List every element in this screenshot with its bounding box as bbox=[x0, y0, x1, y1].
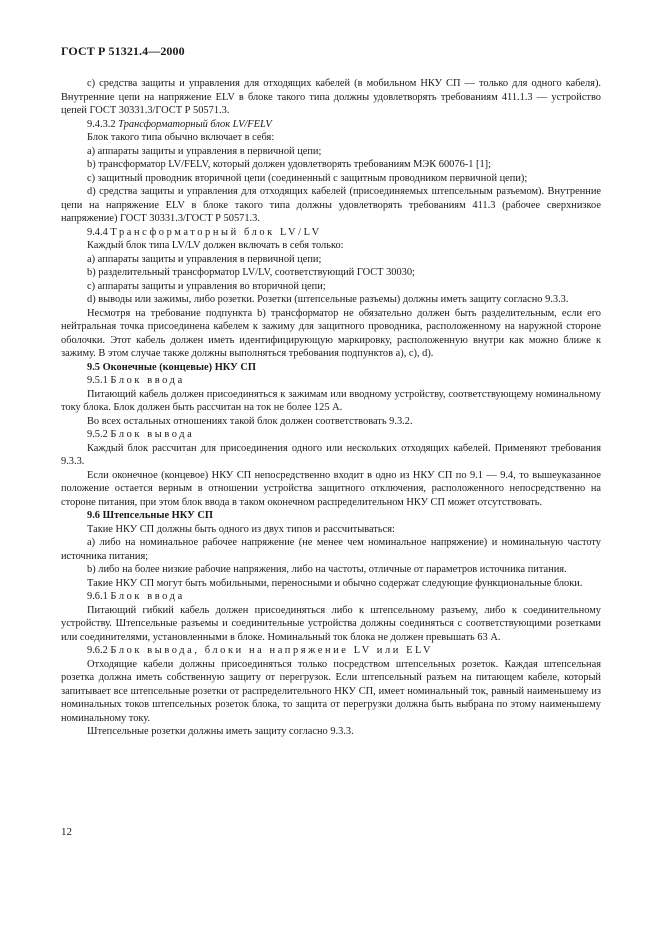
section-heading: 9.6 Штепсельные НКУ СП bbox=[87, 510, 213, 521]
page-number: 12 bbox=[61, 826, 72, 838]
list-item: c) аппараты защиты и управления во вторичной цепи; bbox=[87, 280, 326, 292]
paragraph: c) средства защиты и управления для отходящих кабелей (в мобильном НКУ СП — только для одного кабеля). Внутренние цепи на напряжение ELV в блоке такого типа должны удовлетворять требованиям 411.1.3 — устройство цепей ГОСТ 30331.3/ГОСТ Р 50571.3. bbox=[61, 78, 601, 116]
paragraph: Штепсельные розетки должны иметь защиту согласно 9.3.3. bbox=[87, 726, 354, 737]
paragraph: Отходящие кабели должны присоединяться только посредством штепсельных розеток. Каждая штепсельная розетка должна иметь собственную защиту от перегрузок. Если штепсельный разъем на питающем кабеле, который запитывает все штепсельные розетки от распределительного НКУ СП, имеет номинальный ток, равный наименьшему из номинальных токов штепсельных розеток блока, то защита от перегрузки должна быть выбрана по этому наименьшему номинальному току. bbox=[61, 658, 601, 724]
subclause-heading bbox=[61, 590, 601, 604]
list-item: b) либо на более низкие рабочие напряжения, либо на частоты, отличные от параметров источника питания. bbox=[87, 564, 567, 575]
list-item: a) аппараты защиты и управления в первичной цепи; bbox=[87, 145, 322, 157]
list-item: a) аппараты защиты и управления в первичной цепи; bbox=[87, 253, 322, 265]
section-heading: 9.5 Оконечные (концевые) НКУ СП bbox=[87, 361, 256, 373]
list-item: a) либо на номинальное рабочее напряжение (не менее чем номинальное напряжение) и номинальную частоту источника питания; bbox=[61, 537, 601, 562]
paragraph: Несмотря на требование подпункта b) трансформатор не обязательно должен быть разделительным, если его нейтральная точка присоединена кабелем к зажиму для защитного проводника, расположенному на наружной стороне оболочки. Этот кабель должен иметь идентифицирующую маркировку, расположенную внутри как можно ближе к зажиму. В этом случае также должны выполняться требования подпунктов a), c), d). bbox=[61, 307, 601, 359]
paragraph: Блок такого типа обычно включает в себя: bbox=[87, 132, 275, 143]
subclause-heading bbox=[61, 374, 601, 388]
paragraph: Питающий кабель должен присоединяться к зажимам или вводному устройству, соответствующему номинальному току блока. Блок должен быть рассчитан на ток не более 125 А. bbox=[61, 388, 601, 413]
clause-number: 9.5.1 bbox=[87, 375, 111, 386]
paragraph: Такие НКУ СП могут быть мобильными, переносными и обычно содержат следующие функциональные блоки. bbox=[87, 577, 583, 589]
clause-title: Трансформаторный блок LV/FELV bbox=[118, 118, 272, 130]
subclause-heading bbox=[61, 226, 601, 240]
list-item: c) защитный проводник вторичной цепи (соединенный с защитным проводником первичной цепи); bbox=[87, 172, 528, 184]
paragraph: Во всех остальных отношениях такой блок должен соответствовать 9.3.2. bbox=[87, 415, 413, 427]
paragraph: Каждый блок типа LV/LV должен включать в себя только: bbox=[87, 240, 344, 251]
clause-number: 9.5.2 bbox=[87, 429, 111, 440]
subclause-heading bbox=[61, 428, 601, 442]
document-header: ГОСТ Р 51321.4—2000 bbox=[61, 44, 185, 58]
paragraph: Питающий гибкий кабель должен присоединяться либо к штепсельному разъему, либо к соединительному устройству. Штепсельные разъемы и соединительные устройства должны соединяться с соответствующими розетками или соединителями, установленными в блоке. Номинальный ток блока не должен превышать 63 А. bbox=[61, 604, 601, 643]
subclause-heading bbox=[61, 644, 601, 658]
clause-number: 9.6.1 bbox=[87, 591, 111, 602]
paragraph: Если оконечное (концевое) НКУ СП непосредственно входит в одно из НКУ СП по 9.1 — 9.4, то вышеуказанное положение остается верным в отношении устройства защитного отключения, расположенного непосредственно на стороне питания, при этом блок ввода в таком оконечном распределительном НКУ СП может отсутствовать. bbox=[61, 469, 601, 508]
clause-number: 9.4.4 bbox=[87, 226, 111, 238]
list-item: d) выводы или зажимы, либо розетки. Розетки (штепсельные разъемы) должны иметь защиту согласно 9.3.3. bbox=[87, 294, 569, 305]
clause-title: Блок ввода bbox=[110, 591, 185, 602]
clause-title: Блок ввода bbox=[110, 375, 185, 386]
clause-title: Трансформаторный блок LV/LV bbox=[110, 226, 322, 238]
page-body bbox=[61, 77, 601, 739]
clause-title: Блок вывода, блоки на напряжение LV или ELV bbox=[110, 645, 434, 656]
subclause-heading bbox=[61, 118, 601, 132]
list-item: d) средства защиты и управления для отходящих кабелей (присоединяемых штепсельным разъемом). Внутренние цепи на напряжение ELV в блоке такого типа должны удовлетворять требованиям 411.3 (рабочее сверхнизкое напряжение) ГОСТ 30331.3/ГОСТ Р 50571.3. bbox=[61, 186, 601, 224]
clause-number: 9.6.2 bbox=[87, 645, 111, 656]
paragraph: Такие НКУ СП должны быть одного из двух типов и рассчитываться: bbox=[87, 523, 395, 535]
list-item: b) разделительный трансформатор LV/LV, соответствующий ГОСТ 30030; bbox=[87, 267, 415, 278]
clause-title: Блок вывода bbox=[110, 429, 195, 440]
paragraph: Каждый блок рассчитан для присоединения одного или нескольких отходящих кабелей. Применяют требования 9.3.3. bbox=[61, 442, 601, 467]
list-item: b) трансформатор LV/FELV, который должен удовлетворять требованиям МЭК 60076-1 [1]; bbox=[87, 159, 492, 170]
clause-number: 9.4.3.2 bbox=[87, 118, 119, 130]
